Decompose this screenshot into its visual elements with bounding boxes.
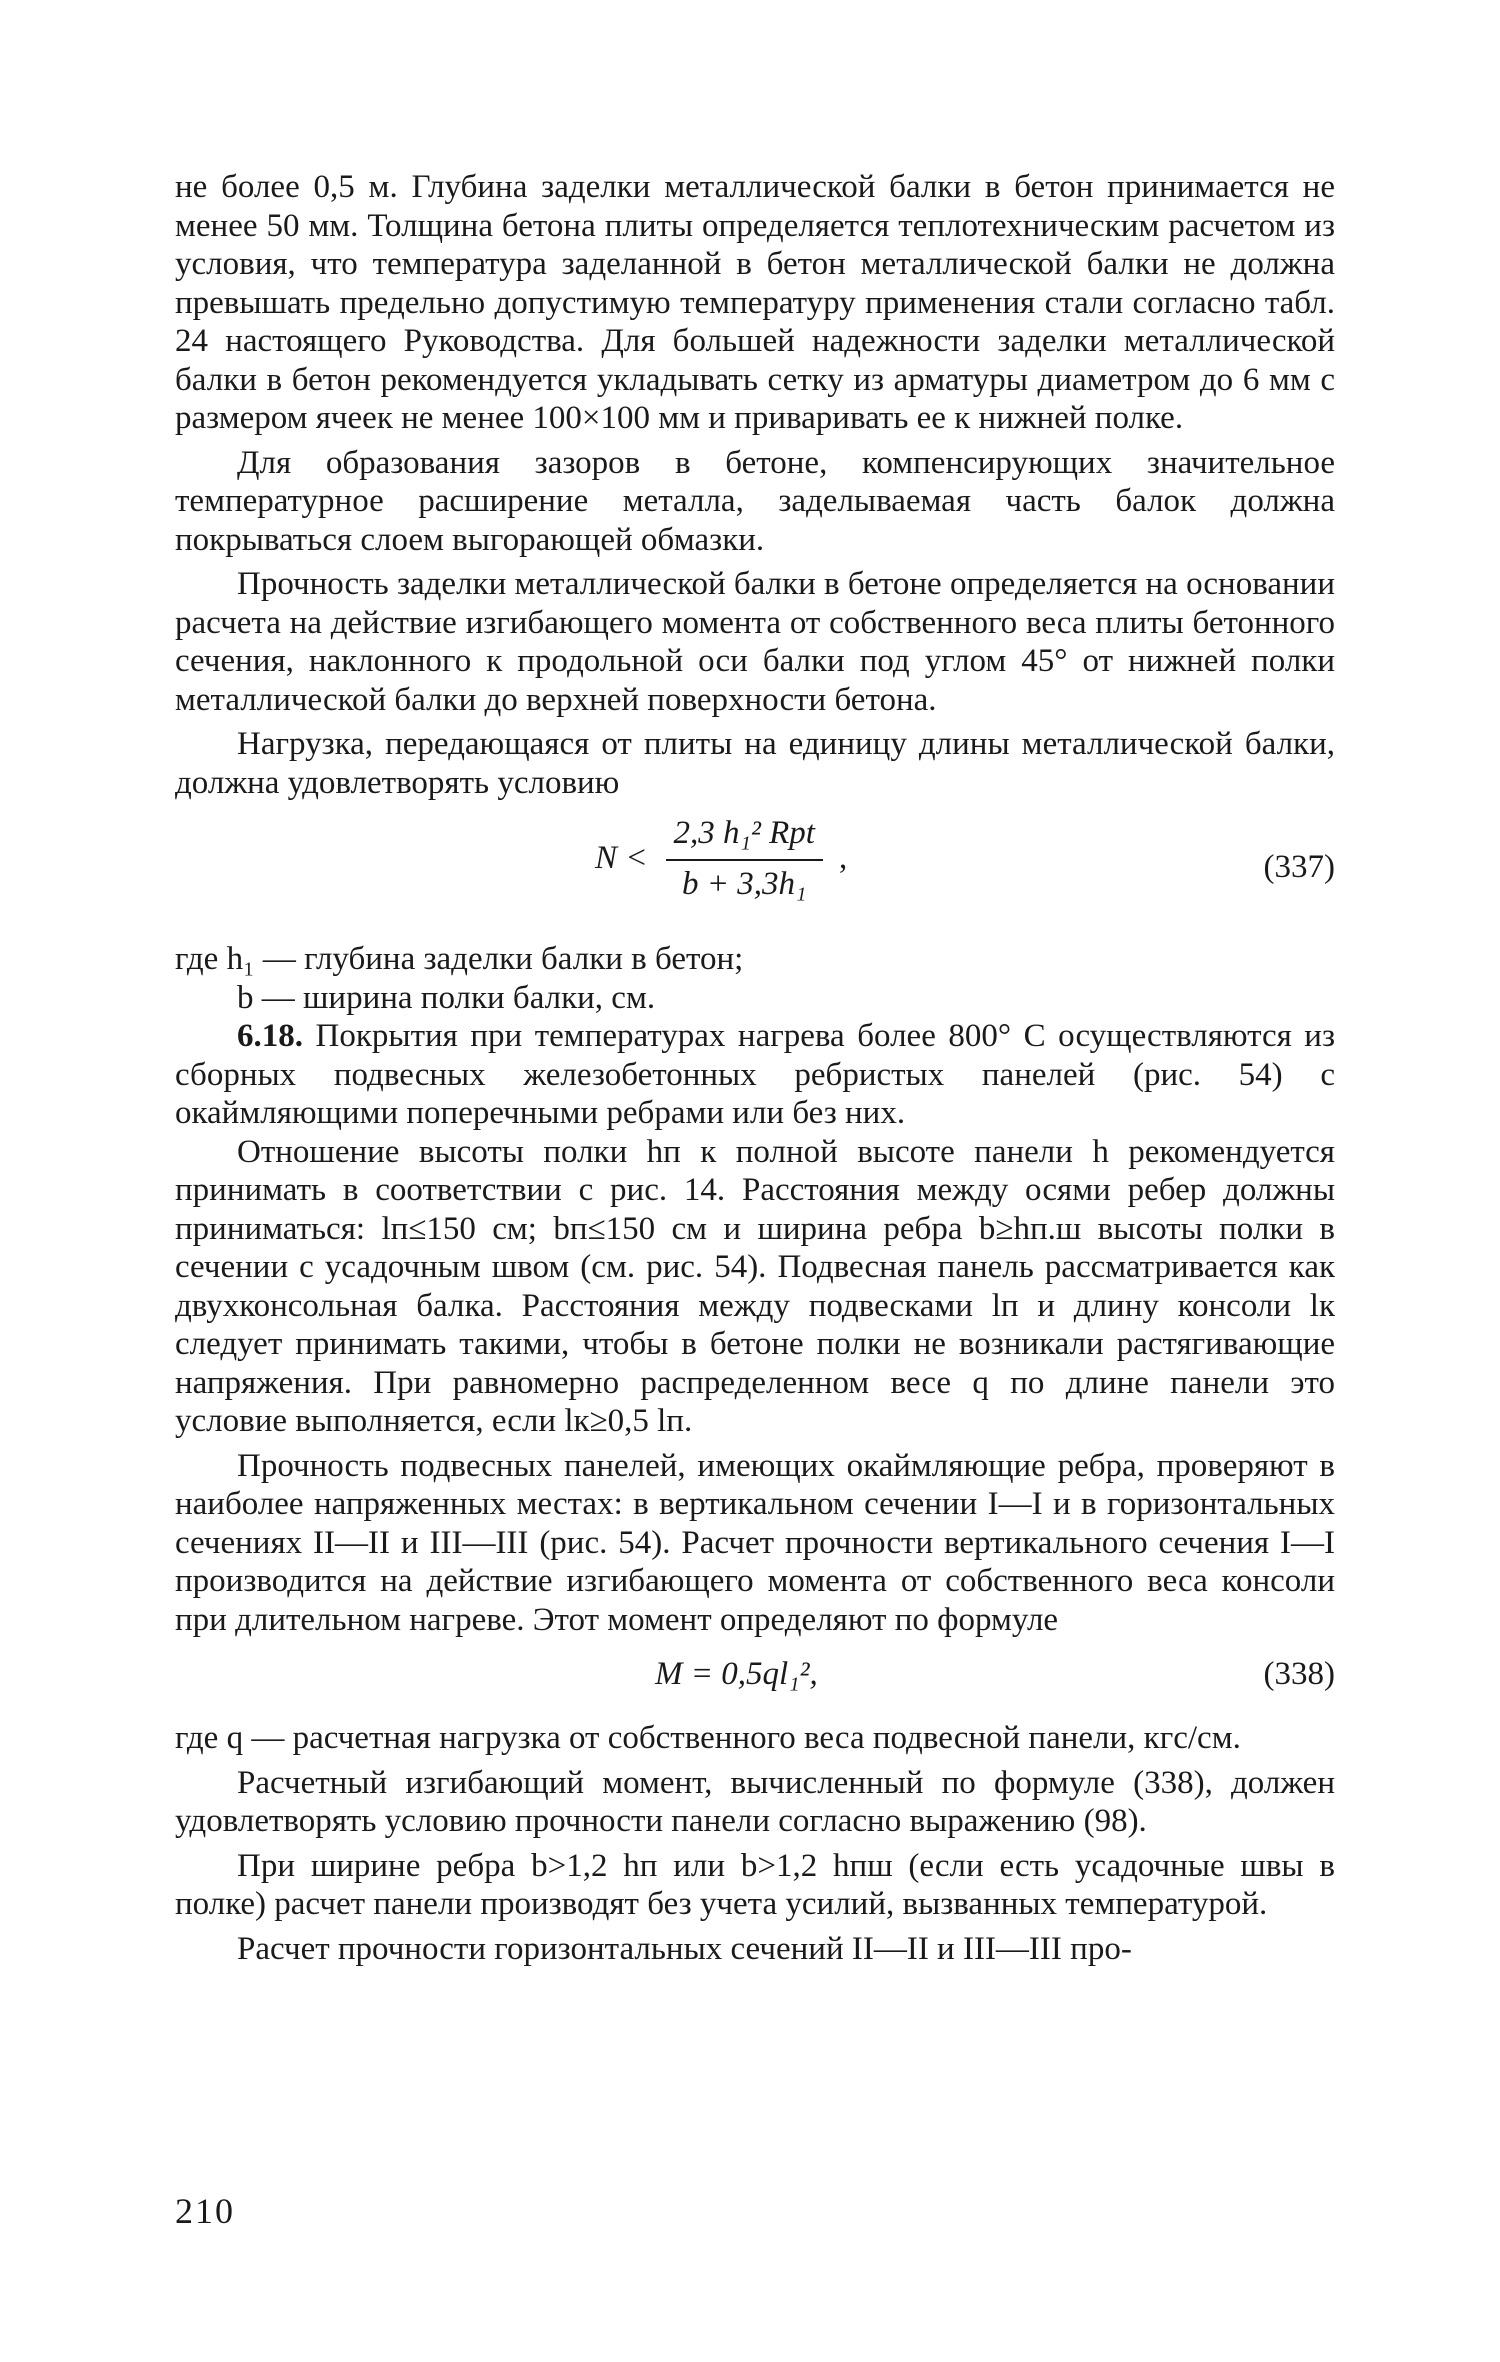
formula-337-fraction [666,814,823,903]
paragraph-4: Нагрузка, передающаяся от плиты на единицу длины металлической балки, должна удовлетворять условию [175,726,1335,801]
paragraph-5-text: Покрытия при температурах нагрева более 800° С осуществляются из сборных подвесных железобетонных ребристых панелей (рис. 54) с окаймляющими поперечными ребрами или без них. [175,1018,1336,1131]
where-h1: где h₁ — глубина заделки балки в бетон; [175,941,744,977]
formula-337-lhs: N < [595,840,648,877]
formula-338-expression: M = 0,5ql₁², [655,1656,818,1692]
section-number: 6.18. [237,1018,303,1054]
paragraph-8: Расчетный изгибающий момент, вычисленный по формуле (338), должен удовлетворять условию прочности панели согласно выражению (98). [175,1764,1335,1839]
paragraph-9: При ширине ребра b>1,2 hп или b>1,2 hпш (если есть усадочные швы в полке) расчет панели производят без учета усилий, вызванных температурой. [175,1847,1335,1922]
paragraph-6: Отношение высоты полки hп к полной высоте панели h рекомендуется принимать в соответствии с рис. 14. Расстояния между осями ребер должны приниматься: lп≤150 см; bп≤150 см и ширина ребра b≥hп.ш высоты полки в сечении с усадочным швом (см. рис. 54). Подвесная панель рассматривается как двухконсольная балка. Расстояния между подвесками lп и длину консоли lк следует принимать такими, чтобы в бетоне полки не возникали растягивающие напряжения. При равномерно распределенном весе q по длине панели это условие выполняется, если lк≥0,5 lп. [175,1133,1335,1439]
paragraph-3: Прочность заделки металлической балки в бетоне определяется на основании расчета на действие изгибающего момента от собственного веса плиты бетонного сечения, наклонного к продольной оси балки под углом 45° от нижней полки металлической балки до верхней поверхности бетона. [175,566,1335,718]
formula-337-denominator: b + 3,3h₁ [682,865,807,902]
paragraph-10: Расчет прочности горизонтальных сечений II—II и III—III про- [237,1930,1132,1967]
where-b: b — ширина полки балки, см. [237,979,656,1016]
paragraph-7: Прочность подвесных панелей, имеющих окаймляющие ребра, проверяют в наиболее напряженных местах: в вертикальном сечении I—I и в горизонтальных сечениях II—II и III—III (рис. 54). Расчет прочности вертикального сечения I—I производится на действие изгибающего момента от собственного веса консоли при длительном нагреве. Этот момент определяют по формуле [175,1447,1335,1638]
paragraph-2: Для образования зазоров в бетоне, компенсирующих значительное температурное расширение металла, заделываемая часть балок должна покрываться слоем выгорающей обмазки. [175,444,1335,558]
page-number: 210 [175,2191,235,2231]
formula-337-expression [595,814,847,903]
formula-338 [175,1655,1335,1705]
formula-337 [175,814,1335,932]
where-q: где q — расчетная нагрузка от собственного веса подвесной панели, кгс/см. [175,1720,1241,1756]
page-body [175,168,1335,1968]
paragraph-6-18 [175,1017,1335,1133]
formula-337-trail: , [838,840,848,877]
formula-338-number: (338) [1263,1656,1335,1692]
formula-337-number: (337) [1263,849,1335,885]
formula-337-numerator: 2,3 h₁² Rpt [666,814,823,861]
paragraph-1: не более 0,5 м. Глубина заделки металлической балки в бетон принимается не менее 50 мм. Толщина бетона плиты определяется теплотехническим расчетом из условия, что температура заделанной в бетон металлической балки не должна превышать предельно допустимую температуру применения стали согласно табл. 24 настоящего Руководства. Для большей надежности заделки металлической балки в бетон рекомендуется укладывать сетку из арматуры диаметром до 6 мм с размером ячеек не менее 100×100 мм и приваривать ее к нижней полке. [175,169,1335,436]
